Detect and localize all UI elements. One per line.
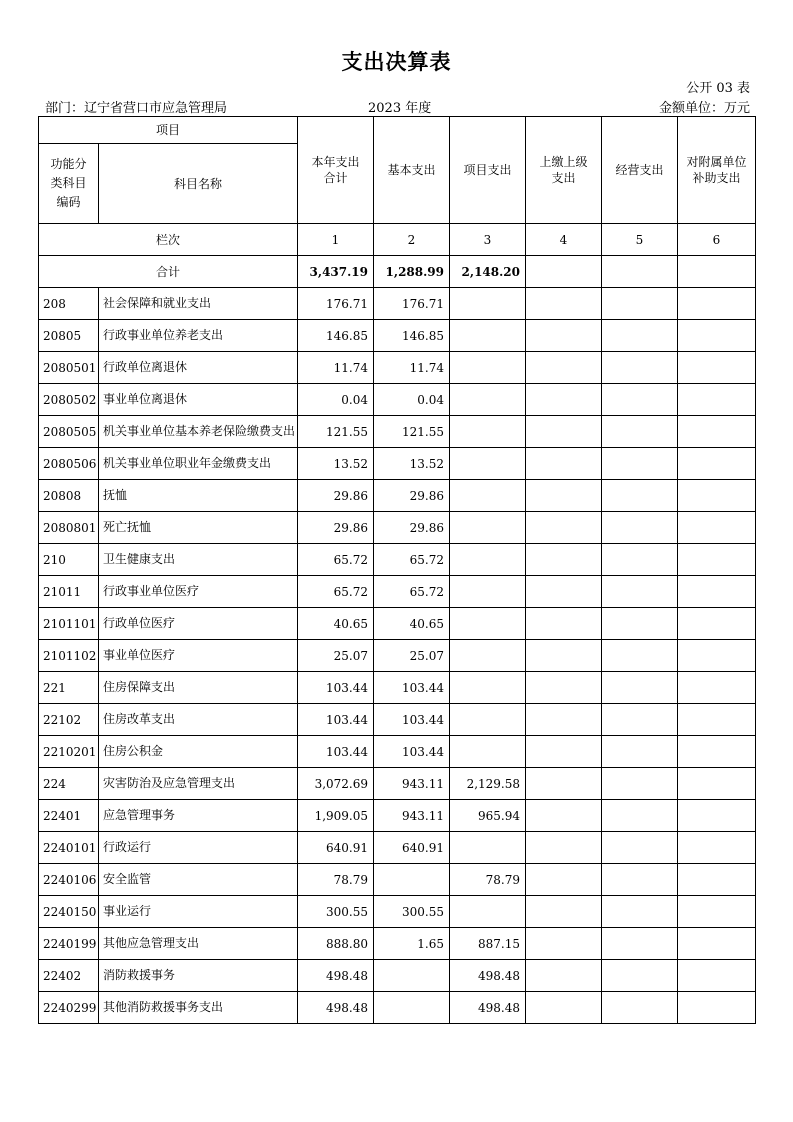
row-code: 2080801 xyxy=(39,512,99,544)
row-basic: 13.52 xyxy=(374,448,450,480)
header-upper: 上缴上级支出 xyxy=(526,117,602,224)
row-business xyxy=(602,416,678,448)
table-row xyxy=(39,448,756,480)
expenditure-table xyxy=(38,116,756,1024)
row-project xyxy=(450,320,526,352)
header-subsidy: 对附属单位补助支出 xyxy=(678,117,756,224)
table-row xyxy=(39,512,756,544)
row-total: 176.71 xyxy=(298,288,374,320)
row-project xyxy=(450,704,526,736)
row-subsidy xyxy=(678,928,756,960)
row-name: 行政运行 xyxy=(99,832,298,864)
row-upper xyxy=(526,384,602,416)
row-name: 行政单位离退休 xyxy=(99,352,298,384)
row-project xyxy=(450,640,526,672)
header-project: 项目支出 xyxy=(450,117,526,224)
total-row xyxy=(39,256,756,288)
row-business xyxy=(602,672,678,704)
row-name: 住房保障支出 xyxy=(99,672,298,704)
column-index-1: 1 xyxy=(298,224,374,256)
row-project xyxy=(450,448,526,480)
table-row xyxy=(39,608,756,640)
column-index-3: 3 xyxy=(450,224,526,256)
header-code: 功能分类科目编码 xyxy=(39,144,99,224)
row-basic: 11.74 xyxy=(374,352,450,384)
table-row xyxy=(39,416,756,448)
row-upper xyxy=(526,800,602,832)
row-upper xyxy=(526,608,602,640)
table-row xyxy=(39,576,756,608)
header-name: 科目名称 xyxy=(99,144,298,224)
row-name: 抚恤 xyxy=(99,480,298,512)
row-total: 300.55 xyxy=(298,896,374,928)
row-upper xyxy=(526,352,602,384)
row-upper xyxy=(526,992,602,1024)
row-subsidy xyxy=(678,896,756,928)
row-business xyxy=(602,448,678,480)
row-total: 65.72 xyxy=(298,576,374,608)
row-basic xyxy=(374,992,450,1024)
row-code: 2210201 xyxy=(39,736,99,768)
row-basic: 103.44 xyxy=(374,704,450,736)
row-business xyxy=(602,320,678,352)
row-project: 498.48 xyxy=(450,992,526,1024)
row-code: 224 xyxy=(39,768,99,800)
row-code: 21011 xyxy=(39,576,99,608)
row-subsidy xyxy=(678,576,756,608)
row-basic: 103.44 xyxy=(374,672,450,704)
row-project xyxy=(450,576,526,608)
row-business xyxy=(602,512,678,544)
column-index-2: 2 xyxy=(374,224,450,256)
row-project: 78.79 xyxy=(450,864,526,896)
row-total: 1,909.05 xyxy=(298,800,374,832)
row-total: 78.79 xyxy=(298,864,374,896)
row-subsidy xyxy=(678,768,756,800)
total-project: 2,148.20 xyxy=(450,256,526,288)
row-code: 22102 xyxy=(39,704,99,736)
row-basic: 146.85 xyxy=(374,320,450,352)
row-code: 20805 xyxy=(39,320,99,352)
table-row xyxy=(39,544,756,576)
table-row xyxy=(39,928,756,960)
row-code: 2080501 xyxy=(39,352,99,384)
row-project xyxy=(450,352,526,384)
row-business xyxy=(602,992,678,1024)
currency-unit: 金额单位：万元 xyxy=(658,101,750,116)
header-business: 经营支出 xyxy=(602,117,678,224)
table-row xyxy=(39,832,756,864)
row-code: 2240106 xyxy=(39,864,99,896)
row-project xyxy=(450,512,526,544)
row-code: 2101101 xyxy=(39,608,99,640)
row-upper xyxy=(526,672,602,704)
row-subsidy xyxy=(678,512,756,544)
row-total: 13.52 xyxy=(298,448,374,480)
row-upper xyxy=(526,832,602,864)
total-business xyxy=(602,256,678,288)
row-total: 888.80 xyxy=(298,928,374,960)
row-total: 29.86 xyxy=(298,480,374,512)
column-index-label: 栏次 xyxy=(39,224,298,256)
row-business xyxy=(602,960,678,992)
total-basic: 1,288.99 xyxy=(374,256,450,288)
row-upper xyxy=(526,320,602,352)
total-subsidy xyxy=(678,256,756,288)
row-project xyxy=(450,896,526,928)
row-name: 住房公积金 xyxy=(99,736,298,768)
row-total: 25.07 xyxy=(298,640,374,672)
row-project: 2,129.58 xyxy=(450,768,526,800)
row-basic: 25.07 xyxy=(374,640,450,672)
header-basic: 基本支出 xyxy=(374,117,450,224)
row-total: 11.74 xyxy=(298,352,374,384)
row-total: 103.44 xyxy=(298,672,374,704)
row-subsidy xyxy=(678,480,756,512)
table-row xyxy=(39,768,756,800)
table-row xyxy=(39,992,756,1024)
table-row xyxy=(39,640,756,672)
row-upper xyxy=(526,416,602,448)
row-basic: 121.55 xyxy=(374,416,450,448)
row-business xyxy=(602,384,678,416)
department-label: 部门：辽宁省营口市应急管理局 xyxy=(45,101,228,116)
row-business xyxy=(602,608,678,640)
row-name: 社会保障和就业支出 xyxy=(99,288,298,320)
row-name: 其他应急管理支出 xyxy=(99,928,298,960)
row-subsidy xyxy=(678,960,756,992)
column-index-4: 4 xyxy=(526,224,602,256)
row-name: 机关事业单位职业年金缴费支出 xyxy=(99,448,298,480)
row-name: 死亡抚恤 xyxy=(99,512,298,544)
table-row xyxy=(39,288,756,320)
row-code: 2080506 xyxy=(39,448,99,480)
row-total: 103.44 xyxy=(298,704,374,736)
row-project: 965.94 xyxy=(450,800,526,832)
row-basic xyxy=(374,864,450,896)
table-row xyxy=(39,864,756,896)
total-upper xyxy=(526,256,602,288)
row-basic: 943.11 xyxy=(374,800,450,832)
form-number: 公开 03 表 xyxy=(686,81,750,96)
row-total: 40.65 xyxy=(298,608,374,640)
row-subsidy xyxy=(678,672,756,704)
row-upper xyxy=(526,864,602,896)
row-business xyxy=(602,544,678,576)
row-code: 22401 xyxy=(39,800,99,832)
row-upper xyxy=(526,704,602,736)
row-name: 安全监管 xyxy=(99,864,298,896)
row-subsidy xyxy=(678,832,756,864)
row-basic: 65.72 xyxy=(374,544,450,576)
row-code: 2240150 xyxy=(39,896,99,928)
row-upper xyxy=(526,736,602,768)
row-upper xyxy=(526,896,602,928)
row-subsidy xyxy=(678,288,756,320)
row-code: 210 xyxy=(39,544,99,576)
page-title: 支出决算表 xyxy=(341,50,452,74)
row-project xyxy=(450,416,526,448)
row-project xyxy=(450,544,526,576)
table-row xyxy=(39,960,756,992)
row-subsidy xyxy=(678,352,756,384)
row-upper xyxy=(526,448,602,480)
row-project xyxy=(450,288,526,320)
row-subsidy xyxy=(678,384,756,416)
row-name: 其他消防救援事务支出 xyxy=(99,992,298,1024)
row-basic: 0.04 xyxy=(374,384,450,416)
row-total: 498.48 xyxy=(298,992,374,1024)
fiscal-year: 2023 年度 xyxy=(368,101,432,116)
row-subsidy xyxy=(678,800,756,832)
row-name: 事业运行 xyxy=(99,896,298,928)
row-project xyxy=(450,480,526,512)
row-total: 29.86 xyxy=(298,512,374,544)
row-code: 2101102 xyxy=(39,640,99,672)
row-business xyxy=(602,352,678,384)
row-subsidy xyxy=(678,608,756,640)
row-code: 2240101 xyxy=(39,832,99,864)
row-upper xyxy=(526,480,602,512)
row-basic: 29.86 xyxy=(374,512,450,544)
row-name: 应急管理事务 xyxy=(99,800,298,832)
row-code: 2080502 xyxy=(39,384,99,416)
row-total: 3,072.69 xyxy=(298,768,374,800)
table-row xyxy=(39,672,756,704)
row-total: 103.44 xyxy=(298,736,374,768)
row-subsidy xyxy=(678,448,756,480)
table-row xyxy=(39,800,756,832)
row-basic: 640.91 xyxy=(374,832,450,864)
row-business xyxy=(602,768,678,800)
row-subsidy xyxy=(678,736,756,768)
row-business xyxy=(602,864,678,896)
row-name: 卫生健康支出 xyxy=(99,544,298,576)
row-subsidy xyxy=(678,320,756,352)
row-name: 机关事业单位基本养老保险缴费支出 xyxy=(99,416,298,448)
row-business xyxy=(602,896,678,928)
table-row xyxy=(39,704,756,736)
row-name: 行政单位医疗 xyxy=(99,608,298,640)
row-name: 行政事业单位医疗 xyxy=(99,576,298,608)
row-total: 65.72 xyxy=(298,544,374,576)
row-code: 20808 xyxy=(39,480,99,512)
row-upper xyxy=(526,928,602,960)
row-subsidy xyxy=(678,992,756,1024)
row-upper xyxy=(526,768,602,800)
row-basic: 300.55 xyxy=(374,896,450,928)
row-basic: 40.65 xyxy=(374,608,450,640)
table-row xyxy=(39,320,756,352)
row-basic: 943.11 xyxy=(374,768,450,800)
table-row xyxy=(39,480,756,512)
row-basic: 1.65 xyxy=(374,928,450,960)
row-project xyxy=(450,672,526,704)
table-row xyxy=(39,736,756,768)
row-total: 146.85 xyxy=(298,320,374,352)
row-subsidy xyxy=(678,864,756,896)
row-business xyxy=(602,704,678,736)
total-label: 合计 xyxy=(39,256,298,288)
row-name: 事业单位医疗 xyxy=(99,640,298,672)
row-name: 住房改革支出 xyxy=(99,704,298,736)
row-subsidy xyxy=(678,704,756,736)
table-row xyxy=(39,384,756,416)
row-code: 2240299 xyxy=(39,992,99,1024)
row-subsidy xyxy=(678,416,756,448)
row-business xyxy=(602,576,678,608)
row-total: 640.91 xyxy=(298,832,374,864)
row-business xyxy=(602,736,678,768)
column-index-5: 5 xyxy=(602,224,678,256)
table-row xyxy=(39,896,756,928)
row-code: 221 xyxy=(39,672,99,704)
row-business xyxy=(602,832,678,864)
row-basic xyxy=(374,960,450,992)
row-subsidy xyxy=(678,640,756,672)
row-total: 0.04 xyxy=(298,384,374,416)
column-index-6: 6 xyxy=(678,224,756,256)
header-item-group: 项目 xyxy=(39,117,298,144)
row-total: 498.48 xyxy=(298,960,374,992)
row-business xyxy=(602,928,678,960)
row-business xyxy=(602,640,678,672)
row-project: 498.48 xyxy=(450,960,526,992)
row-name: 行政事业单位养老支出 xyxy=(99,320,298,352)
row-project xyxy=(450,736,526,768)
row-total: 121.55 xyxy=(298,416,374,448)
header-total: 本年支出合计 xyxy=(298,117,374,224)
row-upper xyxy=(526,640,602,672)
row-code: 2240199 xyxy=(39,928,99,960)
row-business xyxy=(602,288,678,320)
row-project: 887.15 xyxy=(450,928,526,960)
row-code: 208 xyxy=(39,288,99,320)
row-name: 事业单位离退休 xyxy=(99,384,298,416)
row-basic: 29.86 xyxy=(374,480,450,512)
row-code: 22402 xyxy=(39,960,99,992)
row-business xyxy=(602,800,678,832)
row-upper xyxy=(526,544,602,576)
row-basic: 176.71 xyxy=(374,288,450,320)
row-name: 灾害防治及应急管理支出 xyxy=(99,768,298,800)
row-basic: 103.44 xyxy=(374,736,450,768)
row-subsidy xyxy=(678,544,756,576)
row-project xyxy=(450,832,526,864)
row-upper xyxy=(526,960,602,992)
table-row xyxy=(39,352,756,384)
row-project xyxy=(450,608,526,640)
row-upper xyxy=(526,288,602,320)
row-name: 消防救援事务 xyxy=(99,960,298,992)
row-code: 2080505 xyxy=(39,416,99,448)
row-upper xyxy=(526,512,602,544)
row-basic: 65.72 xyxy=(374,576,450,608)
total-amount: 3,437.19 xyxy=(298,256,374,288)
row-project xyxy=(450,384,526,416)
row-business xyxy=(602,480,678,512)
row-upper xyxy=(526,576,602,608)
